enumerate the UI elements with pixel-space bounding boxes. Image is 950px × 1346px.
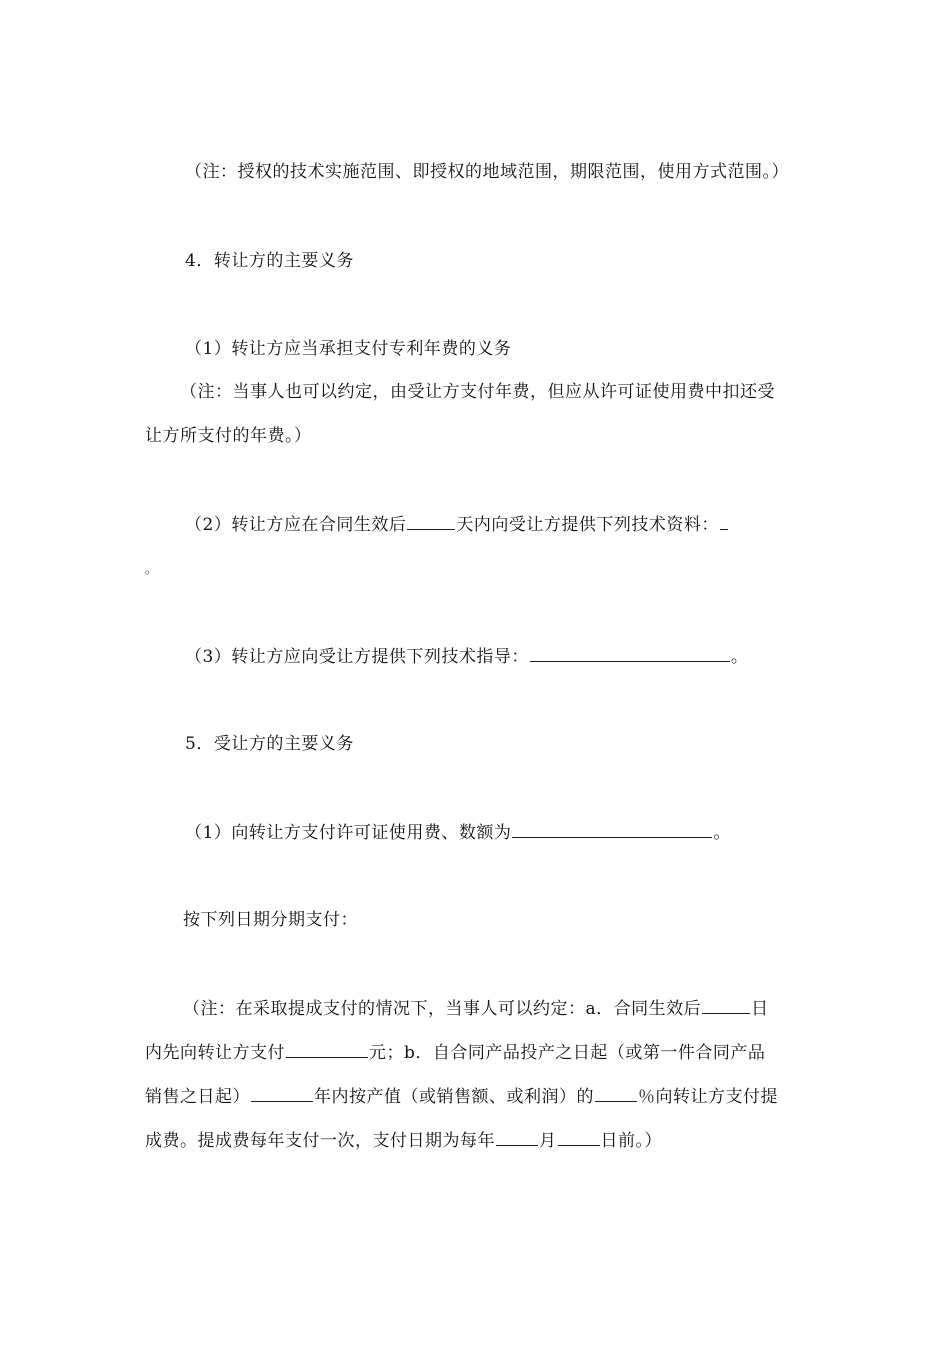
note-4-1-line2: 让方所支付的年费。） (145, 426, 312, 446)
installments-text: 按下列日期分期支付： (183, 910, 358, 930)
fee-amount-blank[interactable] (512, 821, 712, 838)
note-scope: （注：授权的技术实施范围、即授权的地域范围，期限范围，使用方式范围。） (185, 162, 789, 182)
days-blank[interactable] (407, 513, 455, 530)
heading-transferee-obligations: 5．受让方的主要义务 (185, 734, 354, 754)
item-4-3 (185, 645, 748, 668)
note-5-line4-end: 日前。） (600, 1131, 662, 1151)
note-5-line2-end: 元；b．自合同产品投产之日起（或第一件合同产品 (369, 1043, 766, 1063)
item-4-2-end: 。 (145, 562, 158, 576)
note-5-line3-middle: 年内按产值（或销售额、或利润）的 (314, 1087, 594, 1107)
days-after-effective-blank[interactable] (702, 997, 750, 1014)
note-5-line3 (145, 1085, 778, 1108)
note-5-line4-middle: 月 (539, 1131, 557, 1151)
heading-transferor-obligations: 4．转让方的主要义务 (185, 251, 354, 271)
note-4-1-line1: （注：当事人也可以约定，由受让方支付年费，但应从许可证使用费中扣还受 (180, 382, 775, 402)
note-5-line1 (183, 997, 769, 1020)
item-4-3-prefix: （3）转让方应向受让方提供下列技术指导： (185, 647, 529, 667)
item-4-2-middle: 天内向受让方提供下列技术资料： (456, 515, 719, 535)
item-4-2-prefix: （2）转让方应在合同生效后 (185, 515, 407, 535)
note-5-line4-prefix: 成费。提成费每年支付一次，支付日期为每年 (145, 1131, 495, 1151)
item-5-1-prefix: （1）向转让方支付许可证使用费、数额为 (185, 823, 512, 843)
initial-payment-blank[interactable] (286, 1041, 368, 1058)
item-4-3-end: 。 (730, 647, 749, 667)
guidance-blank[interactable] (530, 645, 730, 662)
percent-blank[interactable] (595, 1085, 637, 1102)
item-4-1: （1）转让方应当承担支付专利年费的义务 (185, 339, 512, 359)
note-5-line3-prefix: 销售之日起） (145, 1087, 250, 1107)
note-5-line1-end: 日 (751, 999, 769, 1019)
note-5-line3-end: ％向转让方支付提 (638, 1087, 778, 1107)
item-4-2 (185, 513, 729, 536)
item-5-1-end: 。 (713, 823, 731, 843)
note-5-line2 (145, 1041, 765, 1064)
item-5-1 (185, 821, 731, 844)
note-5-line4 (145, 1129, 662, 1152)
day-blank[interactable] (558, 1129, 600, 1146)
note-5-line2-prefix: 内先向转让方支付 (145, 1043, 285, 1063)
materials-blank[interactable] (720, 513, 728, 530)
month-blank[interactable] (496, 1129, 538, 1146)
note-5-line1-prefix: （注：在采取提成支付的情况下，当事人可以约定：a．合同生效后 (183, 999, 702, 1019)
years-blank[interactable] (251, 1085, 313, 1102)
